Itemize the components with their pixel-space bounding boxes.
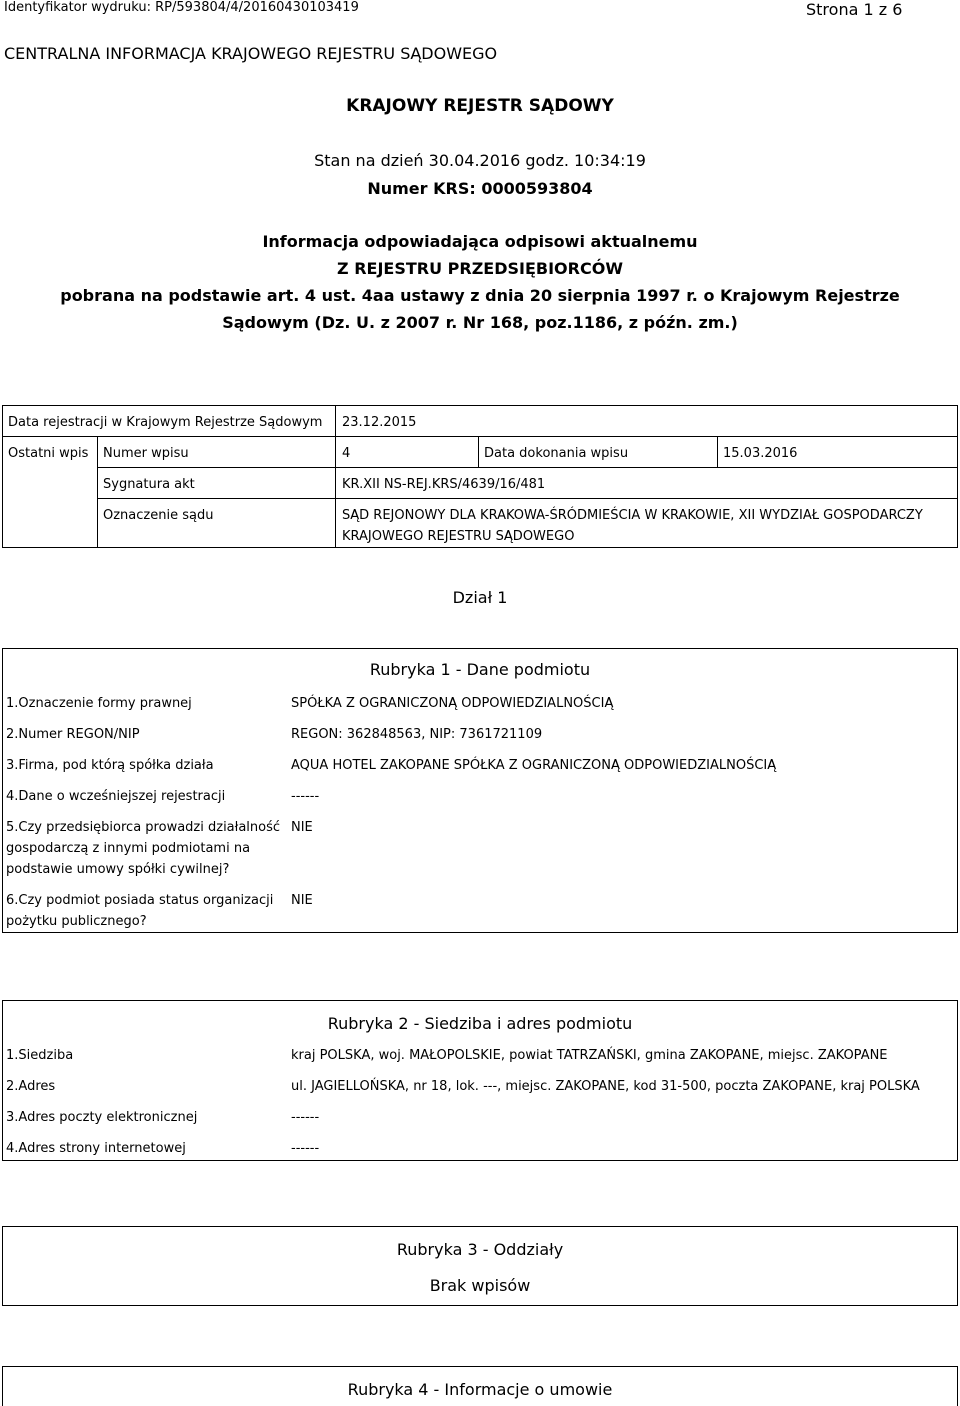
- page-indicator: Strona 1 z 6: [806, 0, 903, 19]
- divider: [2, 436, 958, 437]
- r1-value-1: SPÓŁKA Z OGRANICZONĄ ODPOWIEDZIALNOŚCIĄ: [291, 696, 614, 711]
- divider: [97, 498, 958, 499]
- r1-label-2: 2.Numer REGON/NIP: [6, 727, 140, 742]
- completion-date-label: Data dokonania wpisu: [484, 446, 629, 461]
- rubryka-2-title: Rubryka 2 - Siedziba i adres podmiotu: [327, 1014, 633, 1033]
- r2-label-2: 2.Adres: [6, 1079, 56, 1094]
- signature-label: Sygnatura akt: [103, 477, 195, 492]
- krs-number: Numer KRS: 0000593804: [367, 179, 593, 198]
- r2-value-1: kraj POLSKA, woj. MAŁOPOLSKIE, powiat TATRZAŃSKI, gmina ZAKOPANE, miejsc. ZAKOPANE: [291, 1048, 888, 1063]
- divider: [335, 405, 336, 436]
- completion-date-value: 15.03.2016: [723, 446, 798, 461]
- divider: [478, 436, 479, 467]
- r1-value-5: NIE: [291, 820, 313, 835]
- signature-value: KR.XII NS-REJ.KRS/4639/16/481: [342, 477, 546, 492]
- status-date: Stan na dzień 30.04.2016 godz. 10:34:19: [314, 151, 646, 170]
- entry-number-label: Numer wpisu: [103, 446, 189, 461]
- r1-label-6-line2: pożytku publicznego?: [6, 914, 147, 929]
- r1-value-6: NIE: [291, 893, 313, 908]
- court-label: Oznaczenie sądu: [103, 508, 214, 523]
- r1-label-5-line3: podstawie umowy spółki cywilnej?: [6, 862, 230, 877]
- r1-value-3: AQUA HOTEL ZAKOPANE SPÓŁKA Z OGRANICZONĄ ODPOWIEDZIALNOŚCIĄ: [291, 758, 777, 773]
- r2-label-3: 3.Adres poczty elektronicznej: [6, 1110, 198, 1125]
- info-line-2: Z REJESTRU PRZEDSIĘBIORCÓW: [337, 259, 623, 278]
- rubryka-3-empty: Brak wpisów: [429, 1276, 531, 1295]
- r2-value-4: ------: [291, 1141, 320, 1156]
- info-line-3: pobrana na podstawie art. 4 ust. 4aa ustawy z dnia 20 sierpnia 1997 r. o Krajowym Rejestrze: [60, 286, 900, 305]
- divider: [97, 467, 958, 468]
- info-line-1: Informacja odpowiadająca odpisowi aktualnemu: [262, 232, 698, 251]
- court-value-line2: KRAJOWEGO REJESTRU SĄDOWEGO: [342, 529, 575, 544]
- reg-date-value: 23.12.2015: [342, 415, 417, 430]
- info-line-4: Sądowym (Dz. U. z 2007 r. Nr 168, poz.1186, z późn. zm.): [222, 313, 738, 332]
- reg-date-label: Data rejestracji w Krajowym Rejestrze Sądowym: [8, 415, 323, 430]
- r2-value-3: ------: [291, 1110, 320, 1125]
- r2-label-4: 4.Adres strony internetowej: [6, 1141, 186, 1156]
- r1-label-5-line1: 5.Czy przedsiębiorca prowadzi działalność: [6, 820, 281, 835]
- r1-label-4: 4.Dane o wcześniejszej rejestracji: [6, 789, 226, 804]
- r1-label-5-line2: gospodarczą z innymi podmiotami na: [6, 841, 251, 856]
- r1-label-3: 3.Firma, pod którą spółka działa: [6, 758, 214, 773]
- r1-label-6-line1: 6.Czy podmiot posiada status organizacji: [6, 893, 274, 908]
- divider: [335, 436, 336, 548]
- rubryka-1-title: Rubryka 1 - Dane podmiotu: [369, 660, 591, 679]
- court-value-line1: SĄD REJONOWY DLA KRAKOWA-ŚRÓDMIEŚCIA W KRAKOWIE, XII WYDZIAŁ GOSPODARCZY: [342, 508, 923, 523]
- rubryka-4-title: Rubryka 4 - Informacje o umowie: [347, 1380, 613, 1399]
- registry-title: KRAJOWY REJESTR SĄDOWY: [346, 96, 614, 116]
- organization-name: CENTRALNA INFORMACJA KRAJOWEGO REJESTRU SĄDOWEGO: [4, 44, 498, 63]
- last-entry-label: Ostatni wpis: [8, 446, 89, 461]
- divider: [717, 436, 718, 467]
- r1-value-2: REGON: 362848563, NIP: 7361721109: [291, 727, 543, 742]
- r2-value-2: ul. JAGIELLOŃSKA, nr 18, lok. ---, miejsc. ZAKOPANE, kod 31-500, poczta ZAKOPANE, kraj POLSKA: [291, 1079, 920, 1094]
- r2-label-1: 1.Siedziba: [6, 1048, 74, 1063]
- rubryka-3-title: Rubryka 3 - Oddziały: [396, 1240, 564, 1259]
- divider: [97, 436, 98, 548]
- entry-number-value: 4: [342, 446, 351, 461]
- r1-label-1: 1.Oznaczenie formy prawnej: [6, 696, 192, 711]
- section-title: Dział 1: [452, 588, 508, 607]
- print-identifier: Identyfikator wydruku: RP/593804/4/20160430103419: [4, 0, 359, 15]
- r1-value-4: ------: [291, 789, 320, 804]
